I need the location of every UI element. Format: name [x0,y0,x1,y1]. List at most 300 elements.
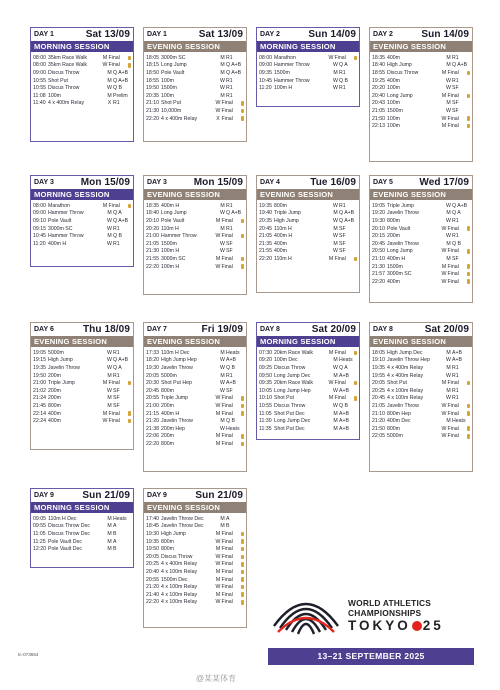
event-row [372,100,470,108]
event-round: R1 [452,364,459,371]
event-row [372,107,470,115]
event-time: 09:55 [33,523,46,530]
event-name: Javelin Throw [161,418,193,425]
event-row [146,395,244,403]
event-round: B [226,523,230,530]
session-card [143,175,247,295]
event-logo [268,582,478,648]
event-round: Q B [113,233,122,240]
event-row [33,530,131,538]
medal-icon [467,116,471,121]
event-row [146,364,244,372]
event-time: 21:00 [146,402,159,409]
event-time: 20:20 [372,85,385,92]
session-title: MORNING SESSION [31,41,133,52]
event-name: 400m H [274,233,293,240]
event-gender: W [333,217,338,224]
event-round: R1 [339,85,346,92]
event-row [146,77,244,85]
logo-tokyo [348,618,444,633]
event-time: 10:45 [259,77,272,84]
event-time: 10:45 [33,233,46,240]
day-label: DAY 4 [260,179,280,186]
event-round: R1 [452,217,459,224]
event-round: SF [452,107,459,114]
session-title: EVENING SESSION [144,336,246,347]
event-name: Discus Throw [48,85,80,92]
event-gender: M [107,77,112,84]
medal-icon [354,257,358,262]
event-row [33,515,131,523]
event-name: Pole Vault [161,69,185,76]
event-round: Final [221,440,233,447]
event-name: 1500m [387,107,403,114]
medal-icon [128,411,132,416]
event-round: B [113,530,117,537]
event-row [372,349,470,357]
event-gender: W [215,538,221,545]
event-row [33,349,131,357]
card-header [144,176,246,189]
event-gender: W [333,233,338,240]
event-gender: M [220,62,225,69]
event-round: R1 [452,395,459,402]
event-time: 21:50 [372,115,385,122]
event-row [146,92,244,100]
card-header [31,323,133,336]
event-row [146,248,244,256]
event-round: R1 [113,349,120,356]
event-round: SF [226,248,233,255]
day-label: DAY 3 [34,179,54,186]
event-round: Final [447,425,459,432]
event-name: 200m [387,233,400,240]
date-label: Sun 21/09 [195,490,243,501]
event-name: 4 x 400m Relay [387,372,424,379]
event-time: 21:20 [146,584,159,591]
event-round: A [226,515,230,522]
event-gender: W [220,425,225,432]
event-name: High Jump Dec [387,349,423,356]
session-card [369,322,473,472]
event-gender: W [333,85,338,92]
event-name: 4 x 400m Relay [161,115,198,122]
event-gender: M [215,591,221,598]
event-round: Final [221,115,233,122]
event-row [146,54,244,62]
event-row [372,84,470,92]
event-gender: M [215,217,221,224]
event-round: Final [447,248,459,255]
event-row [33,210,131,218]
session-title: EVENING SESSION [370,189,472,200]
event-row [372,364,470,372]
event-time: 20:45 [372,240,385,247]
event-round: Final [221,538,233,545]
event-row [33,225,131,233]
session-card [143,488,247,628]
session-card [369,175,473,303]
event-row [259,225,357,233]
event-row [372,379,470,387]
event-time: 21:20 [146,418,159,425]
event-round: Final [221,599,233,606]
event-time: 09:15 [33,225,46,232]
event-row [33,217,131,225]
event-gender: M [446,255,451,262]
event-gender: M [441,92,447,99]
card-header [257,176,359,189]
event-time: 19:10 [372,357,385,364]
event-time: 20:05 [146,553,159,560]
event-time: 19:05 [33,349,46,356]
event-name: Hammer Throw [48,210,84,217]
event-row [146,225,244,233]
card-header [257,323,359,336]
event-name: 400m [48,418,61,425]
event-time: 11:08 [33,92,46,99]
event-gender: W [220,364,225,371]
event-gender: M [333,418,338,425]
event-name: 5000m [387,433,403,440]
event-name: 4 x 100m Relay [161,568,198,575]
event-round: Final [221,584,233,591]
event-round: Final [221,568,233,575]
event-row [146,553,244,561]
event-row [33,372,131,380]
event-gender: M [333,372,338,379]
event-name: Long Jump Hep [274,387,311,394]
event-gender: M [107,372,112,379]
event-name: 20km Race Walk [274,349,314,356]
session-title: MORNING SESSION [31,189,133,200]
event-row [146,561,244,569]
event-list [31,513,133,555]
event-round: Final [108,418,120,425]
card-header [31,176,133,189]
event-row [146,217,244,225]
event-time: 20:20 [146,225,159,232]
event-row [259,410,357,418]
event-name: Marathon [274,54,296,61]
event-gender: M [215,255,221,262]
event-name: Hammer Throw [274,77,310,84]
event-row [146,530,244,538]
event-time: 08:00 [33,202,46,209]
event-time: 21:50 [372,425,385,432]
event-round: R1 [226,54,233,61]
event-time: 19:35 [33,364,46,371]
event-row [259,210,357,218]
event-time: 18:55 [146,77,159,84]
day-label: DAY 8 [373,326,393,333]
medal-icon [128,381,132,386]
event-name: 400m [387,77,400,84]
event-gender: W [446,77,451,84]
event-row [372,357,470,365]
event-name: Hammer Throw [48,233,84,240]
event-round: R1 [452,77,459,84]
event-row [146,387,244,395]
event-row [33,92,131,100]
event-round: R1 [113,225,120,232]
event-round: SF [339,240,346,247]
event-gender: W [446,217,451,224]
event-round: SF [452,255,459,262]
event-round: SF [113,387,120,394]
event-name: 10,000m [161,107,182,114]
event-row [146,115,244,123]
event-gender: W [220,85,225,92]
event-round: R1 [113,372,120,379]
medal-icon [467,226,471,231]
event-round: Heats [226,349,240,356]
event-time: 19:30 [146,364,159,371]
event-round: Final [221,233,233,240]
event-name: Hammer Throw [161,233,197,240]
event-name: 3000m SC [387,271,412,278]
event-name: 4 x 100m Relay [161,599,198,606]
event-gender: W [215,561,221,568]
medal-icon [241,116,245,121]
event-name: Discus Throw [48,69,80,76]
event-list [370,52,472,132]
event-round: Final [221,530,233,537]
session-title: EVENING SESSION [370,41,472,52]
event-time: 21:05 [259,233,272,240]
event-time: 21:15 [146,410,159,417]
medal-icon [241,592,245,597]
card-header [257,28,359,41]
event-round: Q A [113,364,122,371]
event-round: Q A+B [226,69,242,76]
event-time: 09:35 [259,380,272,387]
event-gender: M [215,410,221,417]
medal-icon [467,272,471,277]
event-name: Long Jump [161,62,187,69]
medal-icon [128,63,132,68]
event-round: Final [334,54,346,61]
event-round: Heats [226,425,240,432]
event-time: 22:20 [146,599,159,606]
event-round: SF [226,240,233,247]
event-name: Javelin Throw [161,364,193,371]
event-round: Final [221,561,233,568]
medal-icon [241,577,245,582]
event-name: 400m [387,278,400,285]
event-round: Q A+B [226,210,242,217]
event-time: 19:30 [372,217,385,224]
event-name: Discus Throw [161,553,193,560]
medal-icon [241,434,245,439]
event-row [146,62,244,70]
event-gender: M [441,69,447,76]
event-gender: W [107,225,112,232]
event-time: 18:15 [146,62,159,69]
day-label: DAY 3 [147,179,167,186]
event-time: 17:33 [146,349,159,356]
date-label: Sat 20/09 [424,324,469,335]
date-label: Fri 19/09 [201,324,243,335]
event-row [33,387,131,395]
event-row [372,248,470,256]
event-list [31,52,133,109]
event-time: 18:05 [146,54,159,61]
date-label: Sat 13/09 [198,29,243,40]
event-row [259,248,357,256]
date-label: Sun 14/09 [421,29,469,40]
event-time: 10:05 [259,387,272,394]
event-round: Final [447,380,459,387]
event-time: 09:00 [33,210,46,217]
date-label: Sat 20/09 [311,324,356,335]
event-time: 21:00 [33,380,46,387]
event-gender: M [446,210,451,217]
event-time: 21:00 [146,233,159,240]
event-row [146,107,244,115]
event-name: 110m H [274,255,292,262]
event-gender: M [441,123,447,130]
event-name: 200m Hep [161,425,185,432]
event-time: 18:40 [372,62,385,69]
event-name: 400m H [161,202,180,209]
event-time: 21:35 [259,240,272,247]
event-time: 19:50 [33,372,46,379]
event-name: 400m H [161,410,180,417]
event-time: 20:55 [146,576,159,583]
event-row [259,54,357,62]
event-gender: W [446,85,451,92]
event-row [372,202,470,210]
event-time: 19:50 [146,546,159,553]
event-row [146,379,244,387]
event-time: 20:55 [146,395,159,402]
event-gender: W [441,278,447,285]
card-header [370,323,472,336]
event-round: Final [108,380,120,387]
event-round: R1 [226,202,233,209]
day-label: DAY 1 [147,31,167,38]
medal-icon [128,204,132,209]
event-time: 11:05 [259,410,272,417]
event-row [259,372,357,380]
event-list [144,52,246,124]
event-gender: M [107,530,112,537]
event-name: Discus Throw Dec [48,530,90,537]
event-row [33,232,131,240]
event-round: Q A+B [113,217,129,224]
event-time: 18:35 [372,54,385,61]
event-gender: M [220,92,225,99]
event-row [146,433,244,441]
event-time: 22:14 [33,410,46,417]
event-round: A+B [226,380,236,387]
event-row [372,77,470,85]
day-label: DAY 9 [34,492,54,499]
event-time: 21:20 [372,418,385,425]
event-round: Q A+B [339,217,355,224]
event-time: 21:10 [372,255,385,262]
event-name: 800m [48,402,61,409]
event-name: 800m [161,538,174,545]
event-name: Discus Throw Dec [48,523,90,530]
medal-icon [467,381,471,386]
event-gender: W [215,233,221,240]
event-time: 22:06 [146,433,159,440]
event-gender: M [107,546,112,553]
event-time: 09:50 [259,372,272,379]
event-time: 09:00 [259,62,272,69]
event-gender: W [333,248,338,255]
event-round: Final [334,395,346,402]
event-list [257,52,359,94]
event-round: A [113,523,117,530]
event-name: 800m [274,202,287,209]
event-row [33,538,131,546]
medal-icon [241,555,245,560]
event-time: 09:00 [33,69,46,76]
event-time: 22:20 [146,115,159,122]
card-header [144,323,246,336]
session-title: MORNING SESSION [257,336,359,347]
event-list [370,347,472,442]
medal-icon [241,532,245,537]
event-row [146,568,244,576]
event-row [33,240,131,248]
event-name: 110m H Dec [48,515,77,522]
event-round: A+B [339,372,349,379]
event-gender: W [102,418,108,425]
event-row [146,410,244,418]
event-time: 19:40 [259,210,272,217]
event-round: R1 [226,77,233,84]
event-row [259,62,357,70]
event-gender: M [446,240,451,247]
event-name: Pole Vault Dec [48,538,82,545]
logo-title-line1: WORLD ATHLETICS [348,598,432,608]
event-row [146,240,244,248]
event-row [372,210,470,218]
event-row [146,69,244,77]
event-round: Final [221,402,233,409]
event-round: Final [221,100,233,107]
medal-icon [241,396,245,401]
session-card [143,27,247,142]
session-title: EVENING SESSION [31,336,133,347]
event-round: A+B [452,357,462,364]
event-name: Javelin Throw Dec [161,515,204,522]
medal-icon [241,219,245,224]
event-round: R1 [113,240,120,247]
event-gender: M [333,69,338,76]
event-row [259,387,357,395]
event-time: 09:20 [259,357,272,364]
event-row [372,278,470,286]
event-time: 20:10 [372,225,385,232]
event-name: Javelin Throw Hep [387,357,430,364]
event-time: 22:20 [146,440,159,447]
event-name: High Jump [274,217,299,224]
event-name: 400m [274,240,287,247]
event-time: 20:10 [146,217,159,224]
event-time: 20:25 [146,561,159,568]
event-round: Final [108,410,120,417]
medal-icon [128,56,132,61]
event-name: 400m H [48,240,67,247]
day-label: DAY 5 [373,179,393,186]
event-gender: M [333,410,338,417]
event-row [33,410,131,418]
